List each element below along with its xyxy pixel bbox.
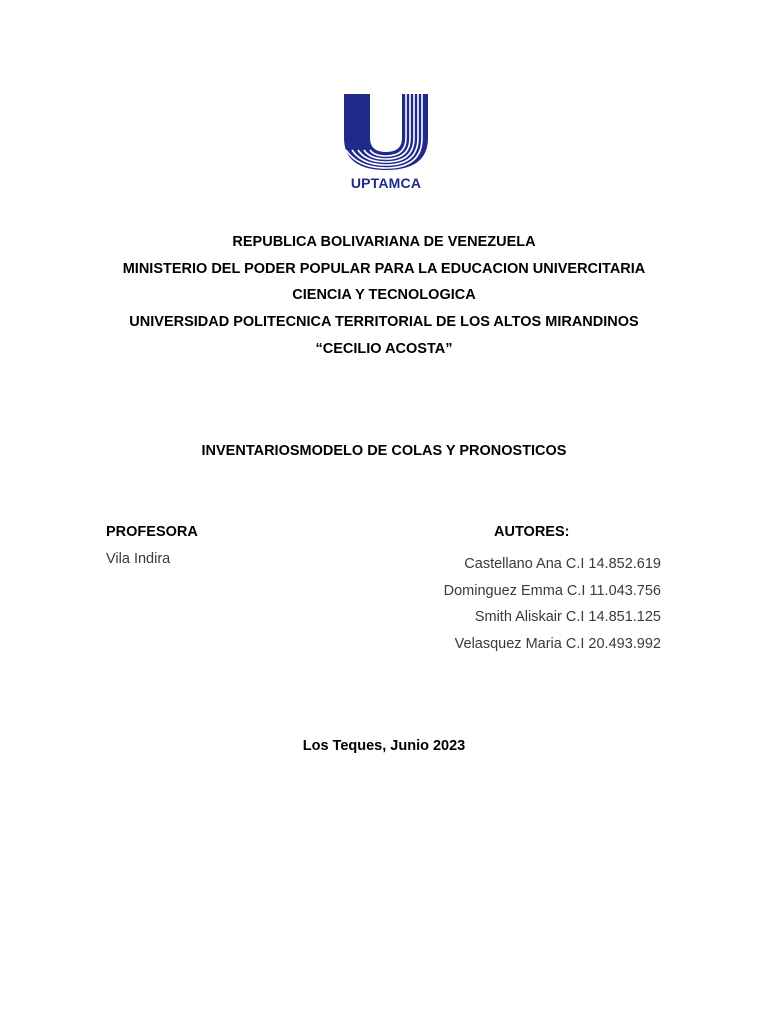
author-item: Dominguez Emma C.I 11.043.756 [443, 582, 661, 599]
header-line-university-name: “CECILIO ACOSTA” [315, 340, 453, 357]
uptamca-u-logo-icon [340, 94, 432, 172]
header-line-ministry: MINISTERIO DEL PODER POPULAR PARA LA EDUCACION UNIVERCITARIA [122, 260, 646, 277]
header-line-country: REPUBLICA BOLIVARIANA DE VENEZUELA [232, 234, 536, 250]
author-item: Velasquez Maria C.I 20.493.992 [454, 635, 661, 652]
institution-header [0, 229, 768, 363]
professor-heading: PROFESORA [106, 524, 198, 540]
place-and-date: Los Teques, Junio 2023 [302, 738, 466, 754]
professor-name: Vila Indira [106, 551, 171, 567]
authors-heading: AUTORES: [494, 524, 570, 540]
author-item: Castellano Ana C.I 14.852.619 [464, 556, 661, 572]
header-line-science: CIENCIA Y TECNOLOGICA [292, 287, 476, 304]
header-line-university: UNIVERSIDAD POLITECNICA TERRITORIAL DE LOS ALTOS MIRANDINOS [129, 314, 639, 331]
document-title: INVENTARIOSMODELO DE COLAS Y PRONOSTICOS [201, 443, 567, 459]
authors-list [444, 551, 661, 657]
author-item: Smith Aliskair C.I 14.851.125 [474, 609, 661, 625]
logo-wordmark: UPTAMCA [350, 175, 422, 191]
uptamca-logo [340, 94, 432, 194]
